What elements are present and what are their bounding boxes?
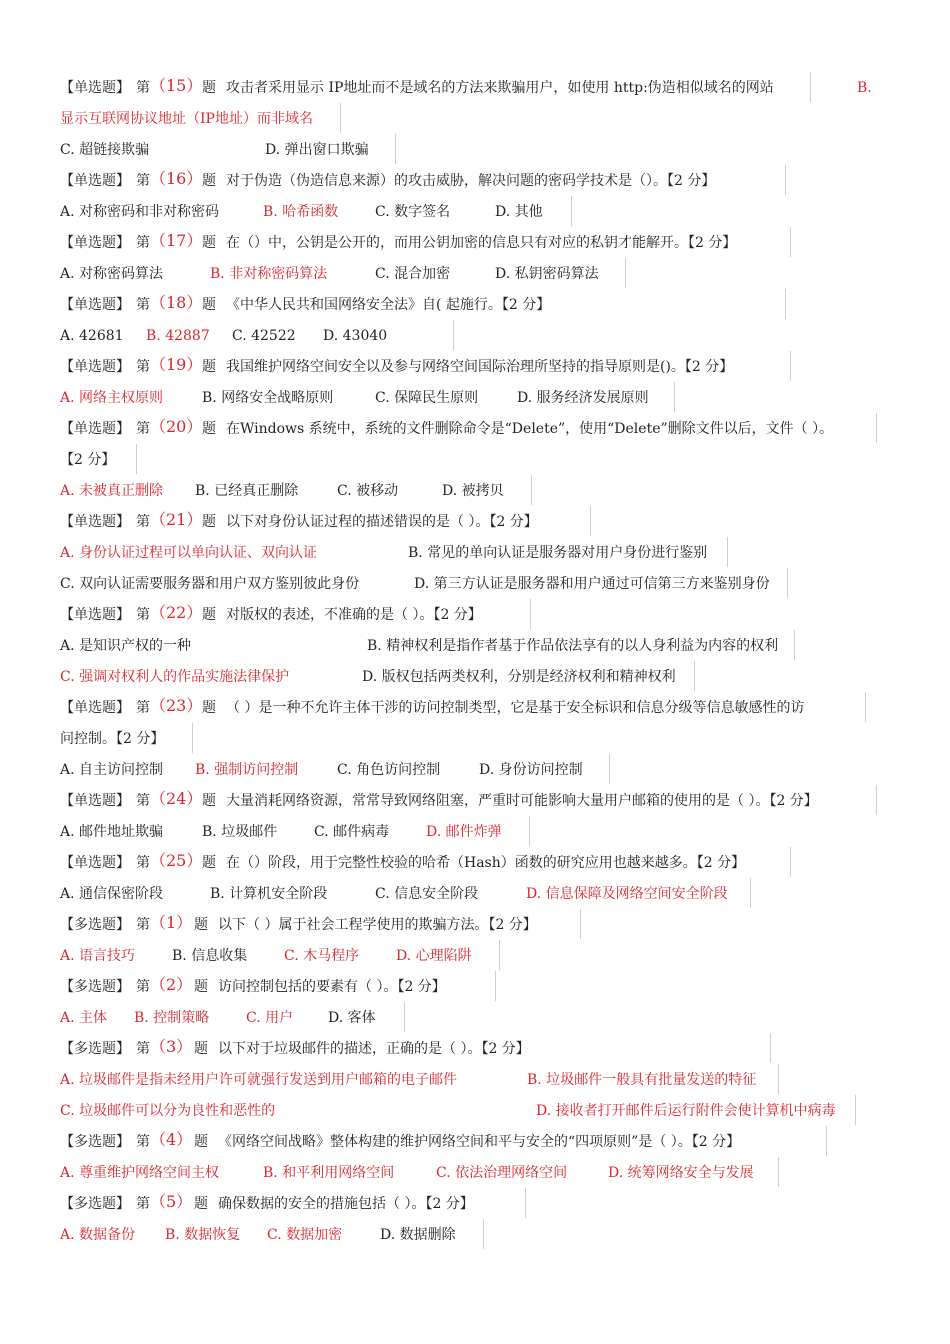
question-text: 以下（ ）属于社会工程学使用的欺骗方法。【2 分】 xyxy=(218,917,537,933)
cell-border xyxy=(826,1126,827,1156)
question-type-tag: 【多选题】 xyxy=(60,979,130,995)
question-suffix: 题 xyxy=(194,1041,208,1057)
option: C. 角色访问控制 xyxy=(337,762,441,778)
question-number: （17） xyxy=(150,231,203,250)
option: B. 已经真正删除 xyxy=(195,483,299,499)
question-prefix: 第 xyxy=(136,421,150,437)
answer-option: D. 统筹网络安全与发展 xyxy=(608,1165,754,1181)
question-number: （22） xyxy=(150,603,203,622)
cell-border xyxy=(136,444,137,474)
cell-border xyxy=(876,413,877,443)
answer-option: A. 数据备份 xyxy=(60,1227,136,1243)
cell-border xyxy=(609,754,610,784)
cell-border xyxy=(778,1157,779,1187)
cell-border xyxy=(876,785,877,815)
question-text: 对版权的表述，不准确的是（ ）。【2 分】 xyxy=(226,607,482,623)
cell-border xyxy=(531,475,532,505)
answer-option: C. 用户 xyxy=(246,1010,294,1026)
answer-option: C. 依法治理网络空间 xyxy=(436,1165,568,1181)
question-type-tag: 【单选题】 xyxy=(60,235,130,251)
question-suffix: 题 xyxy=(202,235,216,251)
question-type-tag: 【单选题】 xyxy=(60,421,130,437)
question-number: （20） xyxy=(150,417,203,436)
option: D. 版权包括两类权利，分别是经济权利和精神权利 xyxy=(362,669,676,685)
question-number: （2） xyxy=(150,975,193,994)
question-text: 访问控制包括的要素有（ ）。【2 分】 xyxy=(218,979,446,995)
cell-border xyxy=(590,506,591,536)
question-prefix: 第 xyxy=(136,80,150,96)
answer-option: A. 身份认证过程可以单向认证、双向认证 xyxy=(60,545,318,561)
question-text: 我国维护网络空间安全以及参与网络空间国际治理所坚持的指导原则是()。【2 分】 xyxy=(226,359,734,375)
option: C. 信息安全阶段 xyxy=(375,886,479,902)
option: A. 邮件地址欺骗 xyxy=(60,824,164,840)
question-prefix: 第 xyxy=(136,1041,150,1057)
question-type-tag: 【单选题】 xyxy=(60,607,130,623)
cell-border xyxy=(529,816,530,846)
question-prefix: 第 xyxy=(136,607,150,623)
cell-border xyxy=(790,847,791,877)
question-suffix: 题 xyxy=(202,421,216,437)
question-number: （23） xyxy=(150,696,203,715)
question-type-tag: 【多选题】 xyxy=(60,1134,130,1150)
question-suffix: 题 xyxy=(194,917,208,933)
question-prefix: 第 xyxy=(136,1134,150,1150)
answer-option: C. 木马程序 xyxy=(284,948,360,964)
option: C. 超链接欺骗 xyxy=(60,142,150,158)
question-text: 在（）中，公钥是公开的，而用公钥加密的信息只有对应的私钥才能解开。【2 分】 xyxy=(226,235,737,251)
question-number: （18） xyxy=(150,293,203,312)
option: B. 网络安全战略原则 xyxy=(202,390,334,406)
answer-option: C. 垃圾邮件可以分为良性和恶性的 xyxy=(60,1103,276,1119)
option: C. 邮件病毒 xyxy=(314,824,390,840)
cell-border xyxy=(694,661,695,691)
option: A. 对称密码算法 xyxy=(60,266,164,282)
answer-option: B. 42887 xyxy=(146,328,210,344)
question-prefix: 第 xyxy=(136,917,150,933)
question-prefix: 第 xyxy=(136,173,150,189)
option: D. 第三方认证是服务器和用户通过可信第三方来鉴别身份 xyxy=(414,576,770,592)
answer-option: D. 邮件炸弹 xyxy=(426,824,502,840)
cell-border xyxy=(395,134,396,164)
question-type-tag: 【单选题】 xyxy=(60,855,130,871)
question-number: （25） xyxy=(150,851,203,870)
question-number: （16） xyxy=(150,169,203,188)
question-text: 在（）阶段，用于完整性校验的哈希（Hash）函数的研究应用也越来越多。【2 分】 xyxy=(226,855,746,871)
option: C. 保障民生原则 xyxy=(375,390,479,406)
question-prefix: 第 xyxy=(136,979,150,995)
answer-option: C. 数据加密 xyxy=(267,1227,343,1243)
question-text-continued: 问控制。【2 分】 xyxy=(60,731,165,747)
cell-border xyxy=(787,568,788,598)
cell-border xyxy=(530,599,531,629)
question-suffix: 题 xyxy=(202,793,216,809)
option: D. 被拷贝 xyxy=(442,483,504,499)
option: B. 常见的单向认证是服务器对用户身份进行鉴别 xyxy=(408,545,708,561)
question-text: 《网络空间战略》整体构建的维护网络空间和平与安全的“四项原则”是（ ）。【2 分】 xyxy=(218,1134,741,1150)
question-prefix: 第 xyxy=(136,514,150,530)
question-type-tag: 【单选题】 xyxy=(60,793,130,809)
answer-option: 显示互联网协议地址（IP地址）而非域名 xyxy=(60,111,313,127)
answer-option: A. 主体 xyxy=(60,1010,108,1026)
option: D. 身份访问控制 xyxy=(479,762,583,778)
question-text: 在Windows 系统中，系统的文件删除命令是“Delete”，使用“Delete”删除文件以后，文件（ ）。 xyxy=(226,421,834,437)
question-suffix: 题 xyxy=(194,1134,208,1150)
cell-border xyxy=(865,692,866,722)
option: B. 垃圾邮件 xyxy=(202,824,278,840)
question-text: 大量消耗网络资源，常常导致网络阻塞，严重时可能影响大量用户邮箱的使用的是（ ）。【2 分】 xyxy=(226,793,818,809)
question-number: （5） xyxy=(150,1192,193,1211)
question-type-tag: 【单选题】 xyxy=(60,297,130,313)
question-number: （24） xyxy=(150,789,203,808)
cell-border xyxy=(778,1064,779,1094)
cell-border xyxy=(810,72,811,102)
question-text: 确保数据的安全的措施包括（ ）。【2 分】 xyxy=(218,1196,474,1212)
option: A. 自主访问控制 xyxy=(60,762,164,778)
cell-border xyxy=(790,351,791,381)
question-type-tag: 【多选题】 xyxy=(60,1041,130,1057)
question-suffix: 题 xyxy=(202,700,216,716)
cell-border xyxy=(674,382,675,412)
answer-option: A. 语言技巧 xyxy=(60,948,136,964)
option: C. 被移动 xyxy=(337,483,399,499)
question-suffix: 题 xyxy=(202,297,216,313)
answer-option: C. 强调对权利人的作品实施法律保护 xyxy=(60,669,290,685)
option: D. 服务经济发展原则 xyxy=(517,390,649,406)
question-type-tag: 【单选题】 xyxy=(60,514,130,530)
option: D. 私钥密码算法 xyxy=(495,266,599,282)
question-number: （3） xyxy=(150,1037,193,1056)
answer-option: B. 和平利用网络空间 xyxy=(263,1165,395,1181)
question-type-tag: 【多选题】 xyxy=(60,1196,130,1212)
option: D. 43040 xyxy=(323,328,388,344)
answer-option: B. 非对称密码算法 xyxy=(210,266,328,282)
cell-border xyxy=(404,1002,405,1032)
question-text: 以下对身份认证过程的描述错误的是（ ）。【2 分】 xyxy=(226,514,538,530)
cell-border xyxy=(750,878,751,908)
option: D. 弹出窗口欺骗 xyxy=(265,142,369,158)
answer-option: B. 数据恢复 xyxy=(165,1227,241,1243)
answer-option: D. 心理陷阱 xyxy=(396,948,472,964)
answer-option: A. 垃圾邮件是指未经用户许可就强行发送到用户邮箱的电子邮件 xyxy=(60,1072,458,1088)
option: B. 计算机安全阶段 xyxy=(210,886,328,902)
question-suffix: 题 xyxy=(202,607,216,623)
cell-border xyxy=(525,1188,526,1218)
question-suffix: 题 xyxy=(202,359,216,375)
question-suffix: 题 xyxy=(202,514,216,530)
question-suffix: 题 xyxy=(202,80,216,96)
question-type-tag: 【单选题】 xyxy=(60,173,130,189)
question-text: 攻击者采用显示 IP地址而不是域名的方法来欺骗用户，如使用 http:伪造相似域名的网站 xyxy=(226,80,774,96)
cell-border xyxy=(770,1033,771,1063)
cell-border xyxy=(571,196,572,226)
option: B. 信息收集 xyxy=(172,948,248,964)
answer-option: A. 网络主权原则 xyxy=(60,390,164,406)
option: C. 混合加密 xyxy=(375,266,451,282)
question-prefix: 第 xyxy=(136,700,150,716)
option: A. 是知识产权的一种 xyxy=(60,638,192,654)
cell-border xyxy=(855,1095,856,1125)
question-text: 以下对于垃圾邮件的描述，正确的是（ ）。【2 分】 xyxy=(218,1041,530,1057)
cell-border xyxy=(499,940,500,970)
answer-option: B. 控制策略 xyxy=(134,1010,210,1026)
cell-border xyxy=(340,103,341,133)
question-number: （15） xyxy=(150,76,203,95)
answer-option: B. 哈希函数 xyxy=(263,204,339,220)
question-suffix: 题 xyxy=(194,1196,208,1212)
question-prefix: 第 xyxy=(136,855,150,871)
question-prefix: 第 xyxy=(136,793,150,809)
question-prefix: 第 xyxy=(136,1196,150,1212)
cell-border xyxy=(625,258,626,288)
question-suffix: 题 xyxy=(202,855,216,871)
question-number: （4） xyxy=(150,1130,193,1149)
cell-border xyxy=(483,1219,484,1249)
question-suffix: 题 xyxy=(194,979,208,995)
option: A. 对称密码和非对称密码 xyxy=(60,204,220,220)
answer-option: A. 尊重维护网络空间主权 xyxy=(60,1165,220,1181)
question-prefix: 第 xyxy=(136,359,150,375)
cell-border xyxy=(580,909,581,939)
option: A. 通信保密阶段 xyxy=(60,886,164,902)
question-text: 《中华人民共和国网络安全法》自( 起施行。【2 分】 xyxy=(226,297,551,313)
question-number: （19） xyxy=(150,355,203,374)
answer-option: D. 接收者打开邮件后运行附件会使计算机中病毒 xyxy=(536,1103,836,1119)
answer-option: B. 强制访问控制 xyxy=(195,762,299,778)
question-number: （1） xyxy=(150,913,193,932)
answer-option: B. xyxy=(857,80,872,96)
option: D. 数据删除 xyxy=(380,1227,456,1243)
cell-border xyxy=(727,537,728,567)
cell-border xyxy=(794,630,795,660)
answer-option: D. 信息保障及网络空间安全阶段 xyxy=(526,886,728,902)
cell-border xyxy=(192,723,193,753)
option: B. 精神权利是指作者基于作品依法享有的以人身利益为内容的权利 xyxy=(367,638,779,654)
cell-border xyxy=(495,971,496,1001)
answer-option: A. 未被真正删除 xyxy=(60,483,164,499)
cell-border xyxy=(785,289,786,319)
question-type-tag: 【单选题】 xyxy=(60,80,130,96)
option: A. 42681 xyxy=(60,328,124,344)
option: C. 双向认证需要服务器和用户双方鉴别彼此身份 xyxy=(60,576,360,592)
question-suffix: 题 xyxy=(202,173,216,189)
option: D. 客体 xyxy=(328,1010,376,1026)
cell-border xyxy=(785,165,786,195)
option: C. 42522 xyxy=(232,328,296,344)
cell-border xyxy=(790,227,791,257)
question-type-tag: 【多选题】 xyxy=(60,917,130,933)
question-text: 对于伪造（伪造信息来源）的攻击威胁，解决问题的密码学技术是（）。【2 分】 xyxy=(226,173,716,189)
option: D. 其他 xyxy=(495,204,543,220)
question-prefix: 第 xyxy=(136,235,150,251)
cell-border xyxy=(453,320,454,350)
question-type-tag: 【单选题】 xyxy=(60,359,130,375)
question-prefix: 第 xyxy=(136,297,150,313)
question-number: （21） xyxy=(150,510,203,529)
question-text: （ ）是一种不允许主体干涉的访问控制类型，它是基于安全标识和信息分级等信息敏感性的访 xyxy=(226,700,805,716)
option: C. 数字签名 xyxy=(375,204,451,220)
question-text-continued: 【2 分】 xyxy=(60,452,116,468)
answer-option: B. 垃圾邮件一般具有批量发送的特征 xyxy=(527,1072,757,1088)
question-type-tag: 【单选题】 xyxy=(60,700,130,716)
